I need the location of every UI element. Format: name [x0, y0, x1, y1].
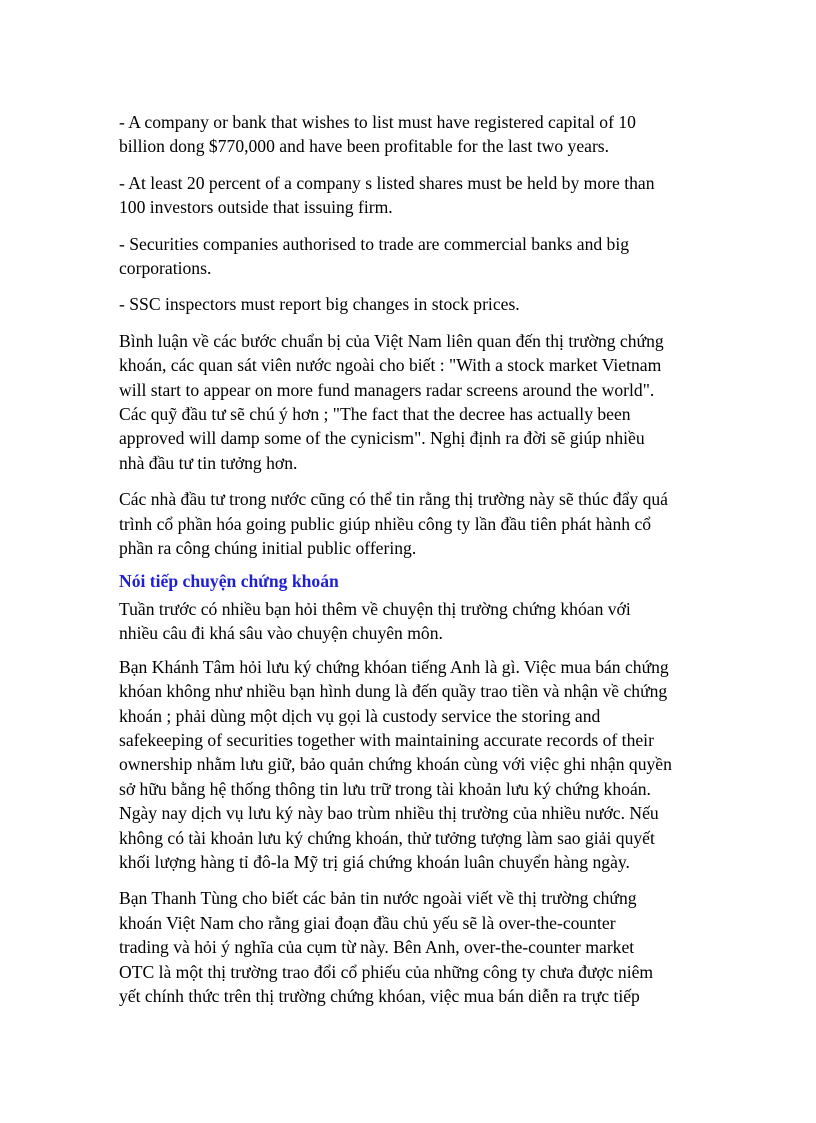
paragraph-custody: Bạn Khánh Tâm hỏi lưu ký chứng khóan tiếng Anh là gì. Việc mua bán chứng khóan không như nhiều bạn hình dung là đến quầy trao tiền và nhận về chứng khoán ; phải dùng một dịch vụ gọi là custody service the storing and safekeeping of securities together with maintaining accurate records of their ownership nhằm lưu giữ, bảo quản chứng khoán cùng với việc ghi nhận quyền sở hữu bằng hệ thống thông tin lưu trữ trong tài khoản lưu ký chứng khoán. Ngày nay dịch vụ lưu ký này bao trùm nhiều thị trường của nhiều nước. Nếu không có tài khoản lưu ký chứng khoán, thử tưởng tượng làm sao giải quyết khối lượng hàng tỉ đô-la Mỹ trị giá chứng khoán luân chuyển hàng ngày.	[119, 656, 672, 872]
paragraph-commentary: Bình luận về các bước chuẩn bị của Việt Nam liên quan đến thị trường chứng khoán, các quan sát viên nước ngoài cho biết : "With a stock market Vietnam will start to appear on more fund managers radar screens around the world". Các quỹ đầu tư sẽ chú ý hơn ; "The fact that the decree has actually been approved will damp some of the cynicism". Nghị định ra đời sẽ giúp nhiều nhà đầu tư tin tưởng hơn.	[119, 330, 664, 473]
paragraph-domestic-investors: Các nhà đầu tư trong nước cũng có thể tin rằng thị trường này sẽ thúc đẩy quá trình cổ phần hóa going public giúp nhiều công ty lần đầu tiên phát hành cổ phần ra công chúng initial public offering.	[119, 489, 668, 559]
paragraph-intro: Tuần trước có nhiều bạn hỏi thêm về chuyện thị trường chứng khóan với nhiều câu đi khá sâu vào chuyện chuyên môn.	[119, 598, 631, 644]
document-page	[119, 110, 709, 1008]
bullet-securities-companies: - Securities companies authorised to trade are commercial banks and big corporations.	[119, 233, 630, 279]
bullet-ssc-inspectors: - SSC inspectors must report big changes in stock prices.	[119, 294, 520, 315]
paragraph-otc: Bạn Thanh Tùng cho biết các bản tin nước ngoài viết về thị trường chứng khoán Việt Nam cho rằng giai đoạn đầu chủ yếu sẽ là over-the-counter trading và hỏi ý nghĩa của cụm từ này. Bên Anh, over-the-counter market OTC là một thị trường trao đổi cổ phiếu của những công ty chưa được niêm yết chính thức trên thị trường chứng khóan, việc mua bán diễn ra trực tiếp	[119, 888, 654, 1006]
section-heading: Nói tiếp chuyện chứng khoán	[119, 570, 339, 591]
bullet-listed-shares: - At least 20 percent of a company s listed shares must be held by more than 100 investors outside that issuing firm.	[119, 172, 655, 218]
bullet-registered-capital: - A company or bank that wishes to list must have registered capital of 10 billion dong $770,000 and have been profitable for the last two years.	[119, 112, 636, 157]
